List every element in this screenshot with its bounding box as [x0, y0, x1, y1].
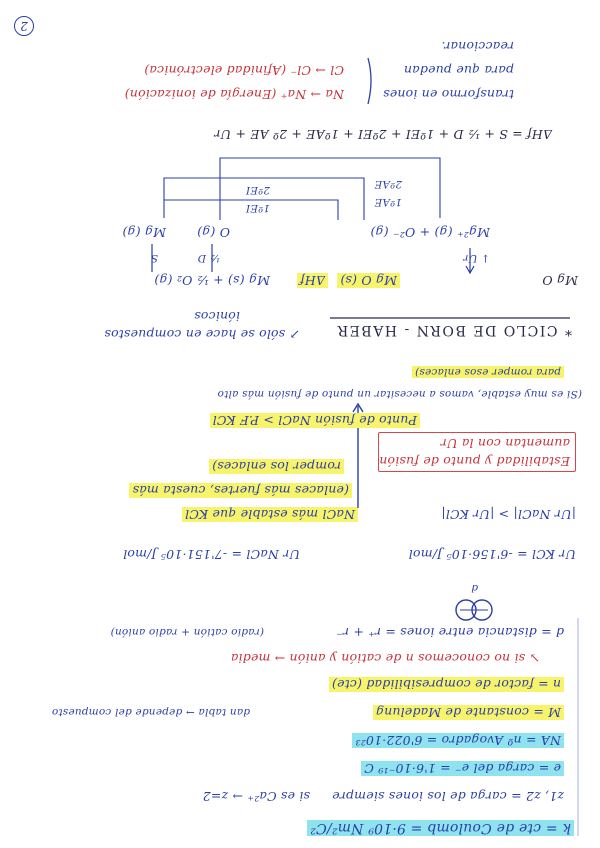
born-haber-heading: * CICLO DE BORN - HABER [336, 322, 572, 338]
affinity-line: Cl → Cl⁻ (Afinidad electrónica) [144, 63, 344, 78]
born-haber-equation: ΔHf = S + ½ D + 1ºEI + 2ºEI + 1ºAE + 2º AE + Ur [214, 127, 552, 142]
page-number: 2 [14, 16, 34, 36]
line-stability-explain-2: para romper esos enlaces) [412, 366, 564, 378]
cycle-compound: Mg O [542, 273, 578, 288]
cycle-first-ae: 1ºAE [374, 196, 402, 208]
line-distance-note: (radio catión + radio anión) [110, 626, 264, 638]
line-compressibility-note: ↘ si no conocemos n de catión y anión → media [230, 651, 540, 666]
cycle-first-ei: 1ºEI [245, 202, 270, 214]
line-ur-comparison: |Ur NaCl| > |Ur KCl| [441, 507, 576, 522]
ionization-line: Na → Na⁺ (Energía de ionización) [124, 87, 344, 102]
line-melting-point: Punto de fusión NaCl > P.F KCl [210, 413, 420, 428]
ionic-only-note: ↗ sólo se hace en compuestos [104, 327, 300, 342]
line-compressibility: n = factor de compresibilidad (cte) [329, 677, 564, 692]
cycle-sublimation: S [150, 252, 158, 264]
cycle-delta-hf: ΔHf [297, 273, 328, 288]
ionic-only-note-2: iónicos [194, 309, 240, 324]
ion-transform-line-2: para que puedan [403, 63, 514, 78]
cycle-ions: Mg²⁺ (g) + O²⁻ (g) [370, 225, 490, 240]
line-madelung: M = constante de Madelung [373, 705, 564, 720]
line-nacl-stable: NaCl más estable que KCl [182, 507, 358, 522]
line-break-bonds: romper los enlaces) [209, 459, 344, 474]
cycle-mg-gas: Mg (g) [122, 225, 166, 240]
cycle-product: Mg O (s) [337, 273, 400, 288]
cycle-dissociation: ½ D [197, 252, 220, 264]
line-ion-charges: z1, z2 = carga de los iones siempre [332, 789, 564, 804]
box-line-2: aumentan con la Ur [440, 436, 570, 451]
line-electron-charge: e = carga del e⁻ = 1'6·10⁻¹⁹ C [361, 761, 564, 776]
box-line-1: Estabilidad y punto de fusión [379, 454, 570, 469]
cycle-second-ae: 2ºAE [374, 178, 402, 190]
cycle-reactants: Mg (s) + ½ O₂ (g) [154, 273, 270, 288]
line-ur-kcl: Ur KCl = -6'156·10⁵ J/mol [408, 547, 576, 562]
ion-transform-line: transformo en iones [382, 87, 514, 102]
line-ur-nacl: Ur NaCl = -7'151·10⁵ J/mol [123, 547, 300, 562]
line-stability-explain: (Si es muy estable, vamos a necesitar un punto de fusión más alto [217, 388, 582, 400]
cycle-second-ei: 2ºEI [245, 184, 270, 196]
cycle-o-gas: O (g) [197, 225, 230, 240]
line-madelung-note: dan tabla → depende del compuesto [51, 706, 250, 718]
line-coulomb-constant: k = cte de Coulomb = 9·10⁹ Nm²/C² [307, 820, 574, 836]
line-avogadro: NA = nº Avogadro = 6'022·10²³ [352, 733, 564, 748]
line-distance: d = distancia entre iones = r⁺ + r⁻ [336, 625, 564, 640]
ion-transform-line-3: reaccionar. [441, 39, 514, 54]
diagram-label-d: d [471, 582, 478, 594]
line-ion-charge-example: si es Ca²⁺ → z=2 [202, 789, 310, 804]
cycle-lattice-energy: ↓ Ur [463, 252, 490, 264]
line-strong-bonds: (enlaces más fuertes, cuesta más [129, 483, 352, 498]
